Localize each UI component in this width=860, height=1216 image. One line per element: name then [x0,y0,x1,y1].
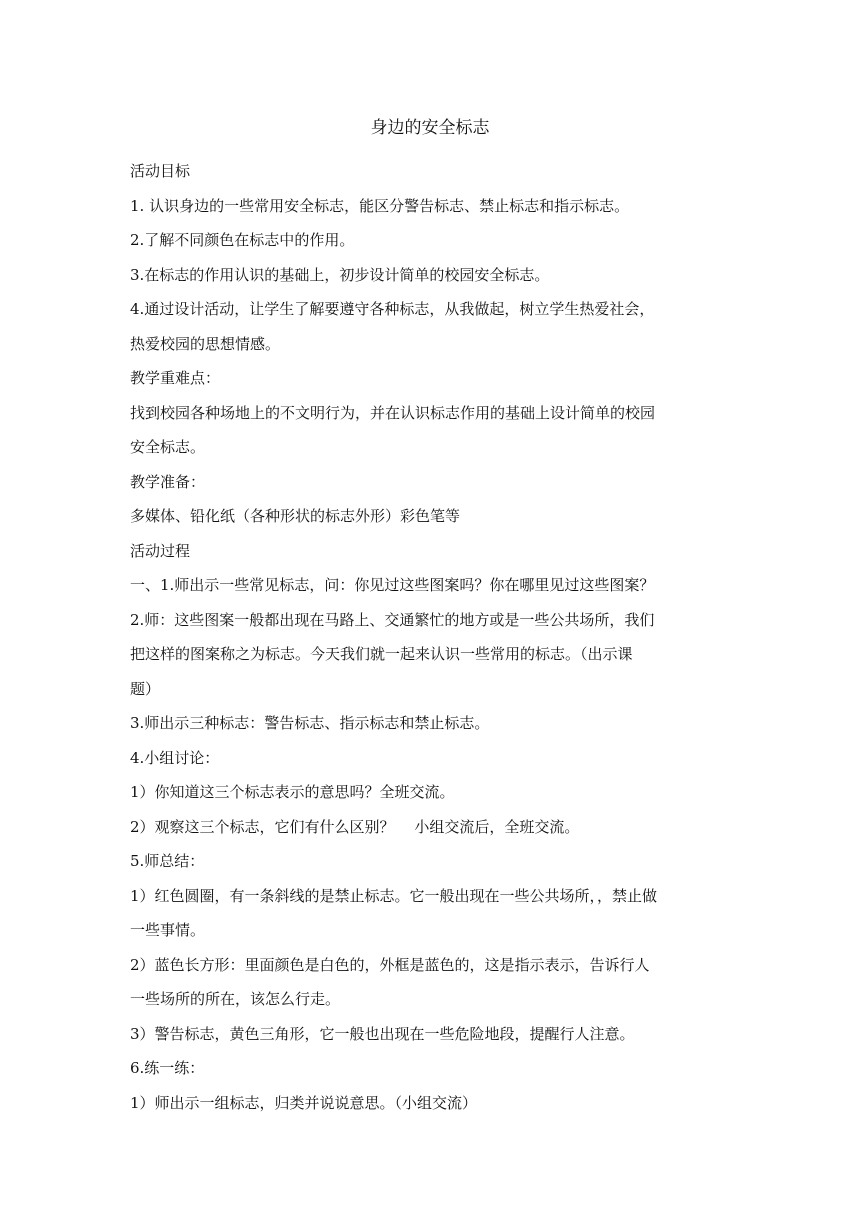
text-line: 2.师：这些图案一般都出现在马路上、交通繁忙的地方或是一些公共场所，我们 [130,610,655,629]
text-line: 4.小组讨论： [130,748,220,767]
text-line: 2）蓝色长方形：里面颜色是白色的，外框是蓝色的，这是指示表示，告诉行人 [130,955,650,974]
text-line: 5.师总结： [130,852,205,870]
text-line: 1）红色圆圈，有一条斜线的是禁止标志。它一般出现在一些公共场所，，禁止做 [130,886,658,905]
text-line: 1. 认识身边的一些常用安全标志，能区分警告标志、禁止标志和指示标志。 [130,196,630,215]
text-line: 把这样的图案称之为标志。今天我们就一起来认识一些常用的标志。（出示课 [130,645,633,663]
text-line: 安全标志。 [130,438,206,456]
text-line: 教学准备： [130,472,206,491]
text-line: 题） [130,679,161,698]
text-line: 一、1.师出示一些常见标志，问：你见过这些图案吗？你在哪里见过这些图案？ [130,576,655,594]
text-line: 一些场所的所在，该怎么行走。 [130,990,341,1008]
text-line: 2）观察这三个标志，它们有什么区别？ 小组交流后，全班交流。 [130,817,580,836]
text-line: 活动目标 [130,162,191,180]
text-line: 一些事情。 [130,921,206,939]
text-line: 多媒体、铅化纸（各种形状的标志外形）彩色笔等 [130,507,461,525]
text-line: 3.在标志的作用认识的基础上，初步设计简单的校园安全标志。 [130,265,550,284]
document-title: 身边的安全标志 [370,118,490,138]
text-line: 3）警告标志，黄色三角形，它一般也出现在一些危险地段，提醒行人注意。 [130,1024,635,1043]
text-line: 3.师出示三种标志：警告标志、指示标志和禁止标志。 [130,714,490,732]
text-line: 教学重难点： [130,369,221,387]
text-line: 热爱校园的思想情感。 [130,334,281,353]
document-body [130,154,735,1120]
text-line: 6.练一练： [130,1059,205,1077]
text-line: 2.了解不同颜色在标志中的作用。 [130,231,355,249]
text-line: 1）师出示一组标志，归类并说说意思。（小组交流） [130,1093,478,1112]
text-line: 活动过程 [130,541,191,560]
text-line: 找到校园各种场地上的不文明行为，并在认识标志作用的基础上设计简单的校园 [130,403,656,422]
text-line: 4.通过设计活动，让学生了解要遵守各种标志，从我做起，树立学生热爱社会， [130,300,655,318]
text-line: 1）你知道这三个标志表示的意思吗？全班交流。 [130,783,455,801]
